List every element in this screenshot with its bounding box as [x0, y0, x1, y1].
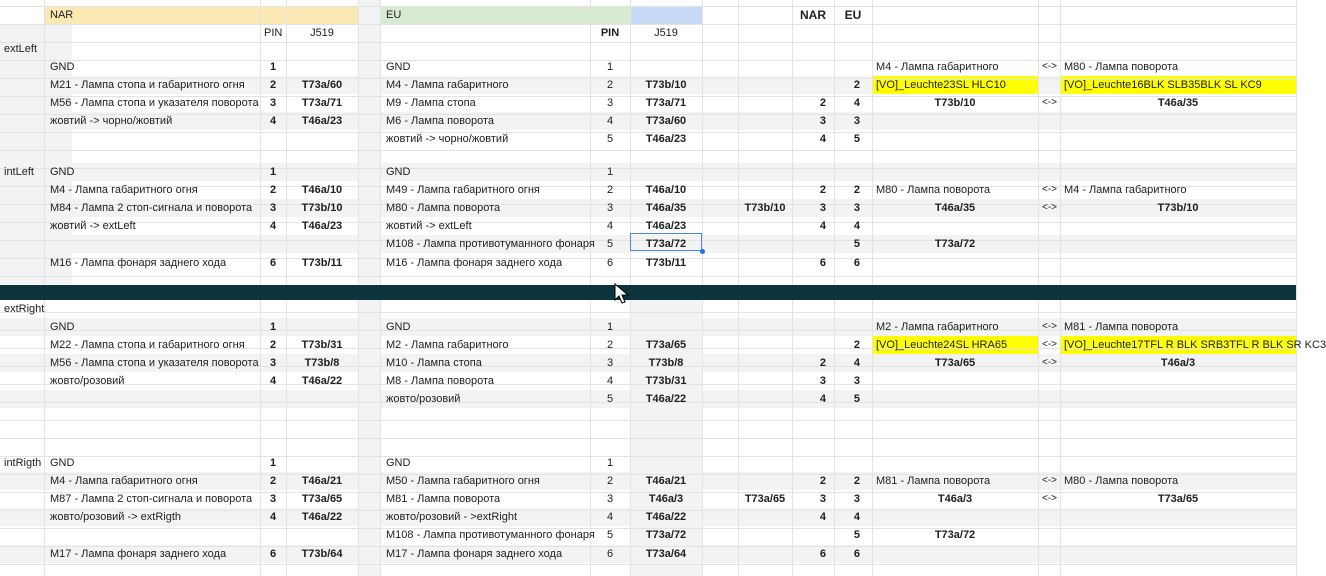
- eu-part-name[interactable]: M16 - Лампа фонаря заднего хода: [386, 257, 563, 269]
- nar-part-name[interactable]: GND: [50, 166, 75, 178]
- mapping-left[interactable]: [VO]_Leuchte23SL HLC10: [876, 79, 1006, 91]
- nar-j519[interactable]: [286, 390, 358, 408]
- nar-part-name[interactable]: жовтий -> extLeft: [50, 220, 136, 232]
- eu-part-name[interactable]: жовтий -> extLeft: [386, 220, 472, 232]
- nar-pin[interactable]: 1: [269, 61, 277, 73]
- eu-pin[interactable]: 5: [606, 393, 614, 405]
- eu-count[interactable]: 5: [853, 238, 860, 250]
- mapping-arrow: [1038, 526, 1060, 544]
- eu-j519[interactable]: T73b/8: [648, 357, 684, 369]
- nar-count[interactable]: 2: [819, 357, 826, 369]
- eu-count[interactable]: 3: [853, 115, 860, 127]
- nar-count[interactable]: 3: [819, 493, 826, 505]
- nar-pin[interactable]: 1: [269, 166, 277, 178]
- mapping-right[interactable]: M80 - Лампа поворота: [1064, 475, 1179, 487]
- mapping-left[interactable]: T73a/65: [934, 357, 976, 369]
- eu-part-name[interactable]: M17 - Лампа фонаря заднего хода: [386, 548, 563, 560]
- mapping-left[interactable]: M2 - Лампа габаритного: [876, 321, 999, 333]
- nar-j519[interactable]: [286, 235, 358, 253]
- eu-j519[interactable]: T73b/11: [645, 257, 687, 269]
- eu-part-name[interactable]: M50 - Лампа габаритного огня: [386, 475, 540, 487]
- eu-pin[interactable]: 4: [606, 375, 614, 387]
- mapping-right[interactable]: T73a/65: [1157, 493, 1199, 505]
- nar-part-name[interactable]: M22 - Лампа стопа и габаритного огня: [50, 339, 245, 351]
- eu-header-label: EU: [386, 9, 402, 21]
- eu-pin[interactable]: 3: [606, 202, 614, 214]
- mid-pin-value[interactable]: [738, 58, 792, 76]
- nar-part-name[interactable]: M87 - Лампа 2 стоп-сигнала и поворота: [50, 493, 253, 505]
- nar-pin[interactable]: 2: [269, 339, 277, 351]
- eu-count[interactable]: 5: [853, 393, 860, 405]
- mouse-pointer-icon: [614, 283, 630, 305]
- mapping-right[interactable]: [1060, 235, 1296, 253]
- eu-count[interactable]: [834, 454, 872, 472]
- nar-part-name[interactable]: [46, 130, 260, 148]
- mapping-left[interactable]: T46a/35: [934, 202, 976, 214]
- mapping-left[interactable]: T46a/3: [937, 493, 973, 505]
- eu-pin[interactable]: 2: [606, 475, 614, 487]
- nar-j519[interactable]: T73b/64: [301, 548, 343, 560]
- nar-pin[interactable]: 2: [269, 79, 277, 91]
- eu-j519[interactable]: T73b/31: [645, 375, 687, 387]
- eu-part-name[interactable]: жовтий -> чорно/жовтий: [386, 133, 509, 145]
- nar-count[interactable]: 6: [819, 257, 826, 269]
- grid-row-line: [0, 276, 1296, 277]
- eu-j519[interactable]: T73a/72: [645, 529, 687, 541]
- eu-pin[interactable]: 5: [606, 529, 614, 541]
- nar-pin[interactable]: [260, 235, 286, 253]
- eu-part-name[interactable]: M9 - Лампа стопа: [386, 97, 476, 109]
- mid-pin-value[interactable]: [738, 254, 792, 272]
- eu-part-name[interactable]: GND: [386, 166, 411, 178]
- nar-part-name[interactable]: жовто/розовий: [50, 375, 125, 387]
- eu-pin[interactable]: 1: [606, 61, 614, 73]
- eu-part-name[interactable]: GND: [386, 61, 411, 73]
- eu-j519[interactable]: T73a/72: [645, 238, 687, 250]
- eu-pin[interactable]: 3: [606, 357, 614, 369]
- eu-j519[interactable]: T46a/22: [645, 393, 687, 405]
- nar-count[interactable]: 4: [819, 393, 826, 405]
- mid-pin-value[interactable]: [738, 130, 792, 148]
- mapping-arrow: <->: [1042, 184, 1058, 195]
- nar-j519[interactable]: T73b/8: [304, 357, 340, 369]
- eu-part-name[interactable]: GND: [386, 457, 411, 469]
- nar-pin[interactable]: 6: [269, 257, 277, 269]
- nar-count[interactable]: [792, 336, 834, 354]
- eu-j519[interactable]: [630, 58, 702, 76]
- eu-j519-header: J519: [654, 27, 678, 39]
- nar-j519[interactable]: [286, 130, 358, 148]
- mid-pin-value[interactable]: [738, 181, 792, 199]
- nar-j519[interactable]: [286, 163, 358, 181]
- selected-cell-border[interactable]: [630, 233, 702, 251]
- nar-part-name[interactable]: M17 - Лампа фонаря заднего хода: [50, 548, 227, 560]
- mapping-left[interactable]: M81 - Лампа поворота: [876, 475, 991, 487]
- nar-j519-header: J519: [310, 27, 334, 39]
- nar-j519[interactable]: T46a/23: [301, 220, 343, 232]
- section-label: intLeft: [4, 166, 34, 178]
- mid-pin-value[interactable]: [738, 508, 792, 526]
- mid-pin-value[interactable]: [738, 318, 792, 336]
- nar-pin[interactable]: 4: [269, 220, 277, 232]
- mapping-right[interactable]: T46a/3: [1160, 357, 1196, 369]
- nar-j519[interactable]: T73b/31: [301, 339, 343, 351]
- nar-count[interactable]: [792, 235, 834, 253]
- nar-j519[interactable]: [286, 526, 358, 544]
- grid-row-line: [0, 438, 1296, 439]
- mid-pin-value[interactable]: [738, 336, 792, 354]
- eu-count[interactable]: 3: [853, 493, 860, 505]
- eu-part-name[interactable]: жовто/розовий: [386, 393, 461, 405]
- nar-count[interactable]: 4: [819, 133, 826, 145]
- mapping-arrow: <->: [1042, 339, 1058, 350]
- eu-part-name[interactable]: M4 - Лампа габаритного: [386, 79, 509, 91]
- eu-j519[interactable]: [630, 318, 702, 336]
- eu-j519[interactable]: T73a/60: [645, 115, 687, 127]
- eu-j519[interactable]: [630, 454, 702, 472]
- nar-count[interactable]: 4: [819, 511, 826, 523]
- mapping-left[interactable]: M4 - Лампа габаритного: [876, 61, 999, 73]
- eu-j519[interactable]: T73a/64: [645, 548, 687, 560]
- nar-part-name[interactable]: M16 - Лампа фонаря заднего хода: [50, 257, 227, 269]
- eu-count[interactable]: 3: [853, 375, 860, 387]
- section-label: extRight: [4, 303, 45, 315]
- eu-count[interactable]: 3: [853, 202, 860, 214]
- eu-part-name[interactable]: M108 - Лампа противотуманного фонаря: [386, 238, 595, 250]
- nar-j519[interactable]: T73a/71: [301, 97, 343, 109]
- eu-j519[interactable]: T73b/10: [645, 79, 687, 91]
- nar-count[interactable]: [792, 526, 834, 544]
- mapping-arrow: <->: [1042, 321, 1058, 332]
- nar-pin[interactable]: 2: [269, 184, 277, 196]
- nar-pin[interactable]: 4: [269, 511, 277, 523]
- mapping-arrow: <->: [1042, 493, 1058, 504]
- nar-part-name[interactable]: GND: [50, 61, 75, 73]
- nar-pin[interactable]: 3: [269, 357, 277, 369]
- nar-count[interactable]: [792, 76, 834, 94]
- nar-j519[interactable]: T73b/11: [301, 257, 343, 269]
- nar-count[interactable]: [792, 454, 834, 472]
- nar-count[interactable]: [792, 318, 834, 336]
- nar-j519[interactable]: T73a/60: [301, 79, 343, 91]
- mapping-arrow: <->: [1042, 97, 1058, 108]
- eu-count[interactable]: 2: [853, 475, 860, 487]
- nar-pin[interactable]: 4: [269, 375, 277, 387]
- eu-count[interactable]: 4: [853, 97, 860, 109]
- nar-j519[interactable]: [286, 454, 358, 472]
- eu-part-name[interactable]: M81 - Лампа поворота: [386, 493, 501, 505]
- mid-pin-value[interactable]: [738, 235, 792, 253]
- nar-pin[interactable]: 3: [269, 202, 277, 214]
- eu-part-name[interactable]: M80 - Лампа поворота: [386, 202, 501, 214]
- nar-pin[interactable]: 1: [269, 321, 277, 333]
- eu-pin[interactable]: 5: [606, 238, 614, 250]
- mid-pin-value[interactable]: T73a/65: [744, 493, 786, 505]
- mapping-left[interactable]: [VO]_Leuchte24SL HRA65: [876, 339, 1008, 351]
- nar-count[interactable]: 3: [819, 202, 826, 214]
- mid-pin-value[interactable]: [738, 526, 792, 544]
- mid-pin-value[interactable]: [738, 217, 792, 235]
- nar-pin[interactable]: 6: [269, 548, 277, 560]
- eu-j519-header-bg: [630, 6, 702, 24]
- eu-pin[interactable]: 3: [606, 97, 614, 109]
- nar-count[interactable]: 2: [819, 97, 826, 109]
- nar-j519[interactable]: [286, 318, 358, 336]
- eu-count[interactable]: [834, 58, 872, 76]
- mid-pin-value[interactable]: [738, 454, 792, 472]
- eu-count[interactable]: 2: [853, 184, 860, 196]
- eu-j519[interactable]: T46a/35: [645, 202, 687, 214]
- eu-part-name[interactable]: M10 - Лампа стопа: [386, 357, 482, 369]
- eu-pin[interactable]: 2: [606, 79, 614, 91]
- nar-part-name[interactable]: M4 - Лампа габаритного огня: [50, 184, 198, 196]
- mapping-left[interactable]: T73a/72: [934, 238, 976, 250]
- nar-part-name[interactable]: M56 - Лампа стопа и указателя поворота: [50, 97, 259, 109]
- nar-j519[interactable]: T46a/22: [301, 511, 343, 523]
- grid-col-line: [1296, 0, 1297, 576]
- eu-count[interactable]: 4: [853, 511, 860, 523]
- nar-count[interactable]: 2: [819, 184, 826, 196]
- eu-count[interactable]: 4: [853, 357, 860, 369]
- mid-pin-value[interactable]: [738, 545, 792, 563]
- section-divider-band: [0, 285, 1296, 300]
- grid-row-line: [0, 42, 1296, 43]
- eu-j519[interactable]: T73a/65: [645, 339, 687, 351]
- eu-j519[interactable]: T73a/71: [645, 97, 687, 109]
- mapping-right[interactable]: M81 - Лампа поворота: [1064, 321, 1179, 333]
- eu-j519[interactable]: T46a/22: [645, 511, 687, 523]
- eu-pin[interactable]: 4: [606, 511, 614, 523]
- eu-pin[interactable]: 2: [606, 184, 614, 196]
- nar-pin[interactable]: 3: [269, 97, 277, 109]
- eu-count[interactable]: [834, 318, 872, 336]
- nar-part-name[interactable]: жовтий -> чорно/жовтий: [50, 115, 173, 127]
- grid-row-line: [0, 420, 1296, 421]
- selection-fill-handle[interactable]: [700, 249, 705, 254]
- mapping-arrow: <->: [1042, 202, 1058, 213]
- eu-j519[interactable]: T46a/21: [645, 475, 687, 487]
- nar-part-name[interactable]: [46, 526, 260, 544]
- eu-pin[interactable]: 6: [606, 548, 614, 560]
- eu-j519[interactable]: T46a/23: [645, 133, 687, 145]
- eu-j519[interactable]: [630, 163, 702, 181]
- nar-pin[interactable]: 3: [269, 493, 277, 505]
- mapping-right[interactable]: [VO]_Leuchte16BLK SLB35BLK SL KC9: [1064, 79, 1262, 91]
- mid-pin-value[interactable]: [738, 94, 792, 112]
- eu-pin[interactable]: 6: [606, 257, 614, 269]
- mid-pin-value[interactable]: [738, 472, 792, 490]
- nar-count[interactable]: 6: [819, 548, 826, 560]
- section-label: extLeft: [4, 43, 38, 55]
- nar-j519[interactable]: T46a/10: [301, 184, 343, 196]
- nar-pin[interactable]: 4: [269, 115, 277, 127]
- eu-part-name[interactable]: GND: [386, 321, 411, 333]
- nar-count[interactable]: [792, 58, 834, 76]
- eu-pin[interactable]: 4: [606, 220, 614, 232]
- nar-part-name[interactable]: M21 - Лампа стопа и габаритного огня: [50, 79, 245, 91]
- mid-pin-value[interactable]: [738, 372, 792, 390]
- eu-count[interactable]: 2: [853, 79, 860, 91]
- eu-pin[interactable]: 3: [606, 493, 614, 505]
- eu-pin[interactable]: 1: [606, 321, 614, 333]
- eu-part-name[interactable]: M2 - Лампа габаритного: [386, 339, 509, 351]
- mapping-right[interactable]: M80 - Лампа поворота: [1064, 61, 1179, 73]
- grid-row-line: [0, 312, 1296, 313]
- mapping-right[interactable]: T73b/10: [1157, 202, 1199, 214]
- mapping-right[interactable]: M4 - Лампа габаритного: [1064, 184, 1187, 196]
- nar-pin[interactable]: [260, 526, 286, 544]
- nar-j519[interactable]: [286, 58, 358, 76]
- nar-part-name[interactable]: M56 - Лампа стопа и указателя поворота: [50, 357, 259, 369]
- nar-pin[interactable]: 1: [269, 457, 277, 469]
- nar-pin[interactable]: 2: [269, 475, 277, 487]
- eu-j519[interactable]: T46a/3: [648, 493, 684, 505]
- grid-row-line: [0, 564, 1296, 565]
- eu-count[interactable]: 5: [853, 529, 860, 541]
- mapping-right[interactable]: T46a/35: [1157, 97, 1199, 109]
- mapping-right[interactable]: [1060, 526, 1296, 544]
- eu-count[interactable]: 4: [853, 220, 860, 232]
- nar-part-name[interactable]: GND: [50, 457, 75, 469]
- eu-part-name[interactable]: M6 - Лампа поворота: [386, 115, 495, 127]
- mapping-left[interactable]: T73a/72: [934, 529, 976, 541]
- nar-part-name[interactable]: [46, 235, 260, 253]
- mapping-arrow: <->: [1042, 475, 1058, 486]
- nar-count[interactable]: 3: [819, 115, 826, 127]
- nar-count[interactable]: 3: [819, 375, 826, 387]
- eu-j519[interactable]: T46a/10: [645, 184, 687, 196]
- nar-count-header: NAR: [800, 8, 826, 22]
- nar-count[interactable]: 4: [819, 220, 826, 232]
- mid-pin-value[interactable]: [738, 112, 792, 130]
- eu-count[interactable]: 5: [853, 133, 860, 145]
- mapping-arrow: [1038, 235, 1060, 253]
- mapping-arrow: [1038, 76, 1060, 94]
- mapping-arrow: <->: [1042, 357, 1058, 368]
- nar-j519[interactable]: T46a/22: [301, 375, 343, 387]
- mid-pin-value[interactable]: [738, 390, 792, 408]
- eu-count[interactable]: 6: [853, 548, 860, 560]
- grid-row-line: [0, 150, 1296, 151]
- eu-pin[interactable]: 1: [606, 457, 614, 469]
- nar-part-name[interactable]: M84 - Лампа 2 стоп-сигнала и поворота: [50, 202, 253, 214]
- nar-j519[interactable]: T46a/23: [301, 115, 343, 127]
- nar-pin[interactable]: [260, 130, 286, 148]
- mapping-left[interactable]: M80 - Лампа поворота: [876, 184, 991, 196]
- eu-pin[interactable]: 1: [606, 166, 614, 178]
- eu-count[interactable]: [834, 163, 872, 181]
- eu-part-name[interactable]: M49 - Лампа габаритного огня: [386, 184, 540, 196]
- nar-j519[interactable]: T46a/21: [301, 475, 343, 487]
- nar-header-label: NAR: [50, 9, 74, 21]
- eu-part-name[interactable]: M108 - Лампа противотуманного фонаря: [386, 529, 595, 541]
- eu-pin[interactable]: 5: [606, 133, 614, 145]
- nar-part-name[interactable]: M4 - Лампа габаритного огня: [50, 475, 198, 487]
- nar-j519[interactable]: T73b/10: [301, 202, 343, 214]
- section-label: intRigth: [4, 457, 42, 469]
- nar-pin[interactable]: [260, 390, 286, 408]
- mid-pin-value[interactable]: [738, 354, 792, 372]
- eu-count-header: EU: [844, 8, 862, 22]
- mid-pin-value[interactable]: [738, 76, 792, 94]
- eu-pin[interactable]: 4: [606, 115, 614, 127]
- nar-part-name[interactable]: GND: [50, 321, 75, 333]
- mapping-left[interactable]: T73b/10: [934, 97, 976, 109]
- nar-j519[interactable]: T73a/65: [301, 493, 343, 505]
- eu-pin[interactable]: 2: [606, 339, 614, 351]
- mapping-arrow: <->: [1042, 61, 1058, 72]
- mapping-right[interactable]: [VO]_Leuchte17TFL R BLK SRB3TFL R BLK SR KC3: [1064, 339, 1326, 351]
- nar-count[interactable]: 2: [819, 475, 826, 487]
- eu-pin-header: PIN: [600, 27, 620, 39]
- mid-pin-value[interactable]: [738, 163, 792, 181]
- nar-count[interactable]: [792, 163, 834, 181]
- eu-count[interactable]: 2: [853, 339, 860, 351]
- nar-pin-header: PIN: [264, 27, 283, 39]
- eu-part-name[interactable]: жовто/розовий - >extRight: [386, 511, 518, 523]
- eu-j519[interactable]: T46a/23: [645, 220, 687, 232]
- eu-count[interactable]: 6: [853, 257, 860, 269]
- nar-part-name[interactable]: жовто/розовий -> extRigth: [50, 511, 182, 523]
- mid-pin-value[interactable]: T73b/10: [744, 202, 786, 214]
- nar-part-name[interactable]: [46, 390, 260, 408]
- eu-part-name[interactable]: M8 - Лампа поворота: [386, 375, 495, 387]
